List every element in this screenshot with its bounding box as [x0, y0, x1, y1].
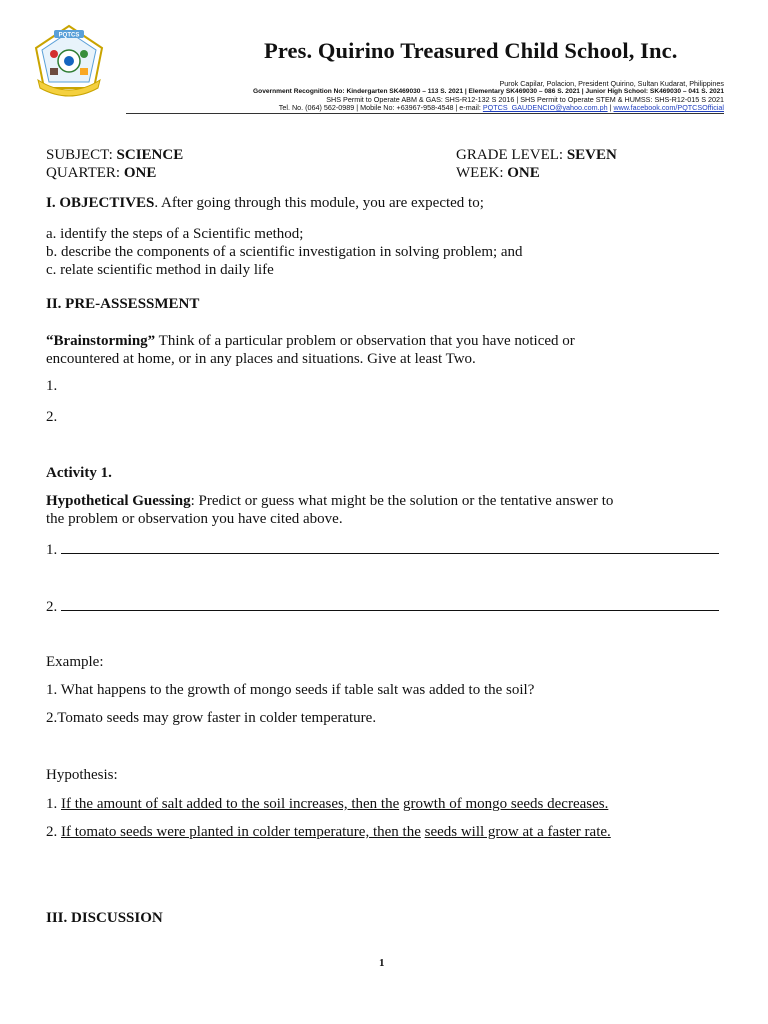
answer-number: 2.: [46, 599, 61, 615]
brainstorm-line-1: [46, 332, 575, 350]
objectives-intro-text: . After going through this module, you are expected to;: [154, 195, 484, 211]
answer-blank-line[interactable]: [61, 539, 719, 554]
shs-permits: SHS Permit to Operate ABM & GAS: SHS-R12-132 S 2016 | SHS Permit to Operate STEM & HUMSS: SHS-R12-015 S 2021: [326, 95, 724, 104]
hypothesis-number: 2.: [46, 824, 61, 840]
email-link[interactable]: PQTCS_GAUDENCIO@yahoo.com.ph: [482, 103, 608, 112]
answer-blank-line[interactable]: [61, 596, 719, 611]
hypothesis-condition: If the amount of salt added to the soil increases, then the: [61, 796, 400, 812]
brainstorm-answer-2: 2.: [46, 409, 58, 425]
activity-title: Hypothetical Guessing: [46, 493, 191, 509]
grade-value: SEVEN: [566, 147, 617, 163]
quarter-line: [46, 164, 156, 182]
hypothesis-result: growth of mongo seeds decreases.: [402, 796, 609, 812]
objective-item: c. relate scientific method in daily life: [46, 262, 274, 278]
subject-label: SUBJECT:: [46, 147, 113, 163]
contact-line: [279, 104, 724, 112]
grade-line: [456, 146, 617, 164]
hypothesis-condition: If tomato seeds were planted in colder temperature, then the: [61, 824, 421, 840]
activity-text: : Predict or guess what might be the solution or the tentative answer to: [190, 493, 614, 509]
logo-text: PQTCS: [58, 32, 80, 39]
example-item-1: 1. What happens to the growth of mongo seeds if table salt was added to the soil?: [46, 682, 535, 698]
hypothesis-item-1: [46, 795, 608, 813]
school-name: Pres. Quirino Treasured Child School, Inc.: [264, 38, 678, 63]
page-number: 1: [379, 957, 385, 969]
school-address: Purok Capilar, Polacion, President Quirino, Sultan Kudarat, Philippines: [499, 79, 724, 88]
brainstorm-answer-1: 1.: [46, 378, 58, 394]
brainstorm-line-2: encountered at home, or in any places and situations. Give at least Two.: [46, 351, 476, 367]
hypothesis-result: seeds will grow at a faster rate.: [424, 824, 611, 840]
week-label: WEEK:: [456, 165, 504, 181]
grade-label: GRADE LEVEL:: [456, 147, 564, 163]
hypothesis-item-2: [46, 823, 611, 841]
subject-value: SCIENCE: [116, 147, 184, 163]
activity-answer-row-1: [46, 539, 719, 559]
objective-item: b. describe the components of a scientific investigation in solving problem; and: [46, 244, 523, 260]
quarter-label: QUARTER:: [46, 165, 121, 181]
facebook-link[interactable]: www.facebook.com/PQTCSOfficial: [613, 103, 724, 112]
subject-line: [46, 146, 183, 164]
objectives-heading: I. OBJECTIVES: [46, 195, 155, 211]
objective-item: a. identify the steps of a Scientific method;: [46, 226, 304, 242]
hypothesis-heading: Hypothesis:: [46, 767, 118, 783]
week-line: [456, 164, 540, 182]
pre-assessment-heading: II. PRE-ASSESSMENT: [46, 296, 200, 312]
school-logo: [32, 24, 106, 98]
contact-prefix: Tel. No. (064) 562-0989 | Mobile No: +63967-958-4548 | e-mail:: [278, 103, 481, 112]
quarter-value: ONE: [123, 165, 157, 181]
answer-number: 1.: [46, 542, 61, 558]
brainstorm-text: Think of a particular problem or observation that you have noticed or: [155, 333, 575, 349]
activity-line-1: [46, 492, 613, 510]
header-divider: [126, 113, 724, 114]
objectives-intro: [46, 194, 484, 212]
contact-separator: |: [609, 103, 612, 112]
activity-line-2: the problem or observation you have cited above.: [46, 511, 343, 527]
activity-answer-row-2: [46, 596, 719, 616]
hypothesis-number: 1.: [46, 796, 61, 812]
example-heading: Example:: [46, 654, 104, 670]
government-recognition: Government Recognition No: Kindergarten SK469030 – 113 S. 2021 | Elementary SK469030 – 086 S. 2021 | Junior High School: SK469030 – 041 S. 2021: [253, 88, 724, 95]
brainstorm-title: “Brainstorming”: [46, 333, 156, 349]
activity-heading: Activity 1.: [46, 465, 112, 481]
discussion-heading: III. DISCUSSION: [46, 910, 163, 926]
week-value: ONE: [507, 165, 540, 181]
example-item-2: 2.Tomato seeds may grow faster in colder temperature.: [46, 710, 377, 726]
